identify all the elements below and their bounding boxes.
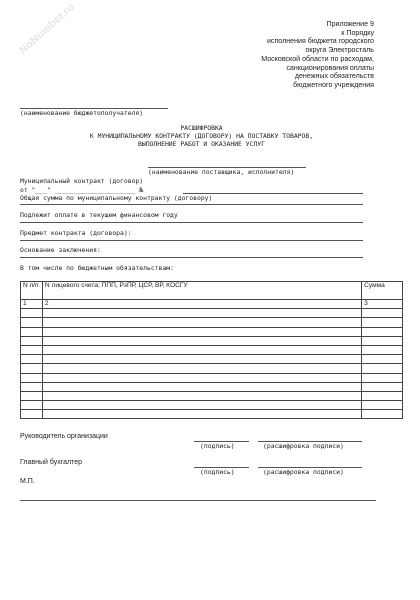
including-label: В том числе по бюджетным обязательствам: — [20, 264, 174, 272]
subject-line — [20, 240, 363, 241]
table-cell — [21, 410, 43, 419]
table-cell — [362, 391, 403, 400]
table-row — [21, 401, 403, 410]
supplier-caption: (наименование поставщика, исполнителя) — [148, 168, 295, 176]
column-number-2: 2 — [42, 300, 361, 309]
table-cell — [21, 345, 43, 354]
table-cell — [42, 382, 361, 391]
table-row — [21, 410, 403, 419]
appendix-line: денежных обязательств — [294, 72, 374, 81]
header-row-number: N п/п — [21, 282, 43, 300]
table-cell — [362, 382, 403, 391]
table-cell — [42, 355, 361, 364]
appendix-header — [244, 20, 374, 90]
table-cell — [362, 373, 403, 382]
table-row — [21, 364, 403, 373]
subject-label: Предмет контракта (договора): — [20, 229, 132, 237]
table-cell — [21, 309, 43, 318]
bottom-rule — [20, 500, 376, 501]
table-row — [21, 391, 403, 400]
basis-line — [20, 257, 363, 258]
column-number-3: 3 — [362, 300, 403, 309]
payable-line — [20, 222, 363, 223]
recipient-caption: (наименование бюджетополучателя) — [20, 109, 144, 117]
title-line-2: К МУНИЦИПАЛЬНОМУ КОНТРАКТУ (ДОГОВОРУ) НА ПОСТАВКУ ТОВАРОВ, — [89, 132, 314, 140]
table-row — [21, 345, 403, 354]
table-cell — [362, 401, 403, 410]
appendix-line: бюджетного учреждения — [293, 80, 374, 89]
table-cell — [21, 373, 43, 382]
table-cell — [21, 391, 43, 400]
stamp-label: М.П. — [20, 478, 35, 485]
accountant-label: Главный бухгалтер — [20, 459, 82, 466]
table-row — [21, 355, 403, 364]
table-cell — [362, 336, 403, 345]
appendix-line: Приложение 9 — [326, 20, 374, 28]
head-label: Руководитель организации — [20, 433, 108, 440]
table-numbering-row — [21, 300, 403, 309]
table-cell — [42, 318, 361, 327]
table-row — [21, 336, 403, 345]
table-cell — [42, 391, 361, 400]
table-row — [21, 373, 403, 382]
watermark: NoNumber.ru — [17, 1, 77, 57]
table-cell — [42, 401, 361, 410]
table-cell — [21, 336, 43, 345]
table-header-row — [21, 282, 403, 300]
header-sum: Сумма — [362, 282, 403, 300]
table-cell — [42, 410, 361, 419]
table-row — [21, 318, 403, 327]
table-cell — [21, 401, 43, 410]
total-line — [20, 204, 363, 205]
appendix-line: исполнения бюджета городского — [266, 37, 374, 46]
table-cell — [42, 345, 361, 354]
accountant-sign-caption: (подпись) — [200, 468, 235, 476]
table-cell — [42, 373, 361, 382]
table-cell — [362, 318, 403, 327]
table-row — [21, 382, 403, 391]
head-decode-caption: (расшифровка подписи) — [263, 442, 344, 450]
table-cell — [21, 327, 43, 336]
title-line-3: ВЫПОЛНЕНИЕ РАБОТ И ОКАЗАНИЕ УСЛУГ — [138, 140, 265, 148]
table-cell — [362, 309, 403, 318]
payable-label: Подлежит оплате в текущем финансовом году — [20, 211, 178, 219]
table-cell — [362, 345, 403, 354]
column-number-1: 1 — [21, 300, 43, 309]
table-cell — [21, 355, 43, 364]
table-cell — [21, 364, 43, 373]
header-account: N лицевого счета; ППП, РзПР, ЦСР, ВР, КОСГУ — [42, 282, 361, 300]
contract-date-number: от "___" _____________________ № — [20, 186, 144, 194]
appendix-line: Московской области по расходам, — [261, 54, 374, 63]
appendix-line: округа Электросталь — [305, 46, 374, 55]
table-cell — [42, 309, 361, 318]
head-sign-caption: (подпись) — [200, 442, 235, 450]
table-cell — [362, 355, 403, 364]
contract-label: Муниципальный контракт (договор) — [20, 177, 144, 185]
total-label: Общая сумма по муниципальному контракту (договору) — [20, 194, 213, 202]
table-row — [21, 327, 403, 336]
basis-label: Основание заключения: — [20, 246, 101, 254]
table-row — [21, 309, 403, 318]
table-cell — [362, 327, 403, 336]
table-cell — [42, 336, 361, 345]
budget-obligations-table — [20, 281, 403, 419]
table-cell — [21, 382, 43, 391]
accountant-decode-caption: (расшифровка подписи) — [263, 468, 344, 476]
table-cell — [362, 410, 403, 419]
appendix-line: к Порядку — [341, 28, 374, 37]
table-cell — [362, 364, 403, 373]
table-cell — [42, 327, 361, 336]
table-cell — [21, 318, 43, 327]
title-line-1: РАСШИФРОВКА — [180, 124, 223, 132]
appendix-line: санкционирования оплаты — [286, 63, 374, 72]
table-cell — [42, 364, 361, 373]
